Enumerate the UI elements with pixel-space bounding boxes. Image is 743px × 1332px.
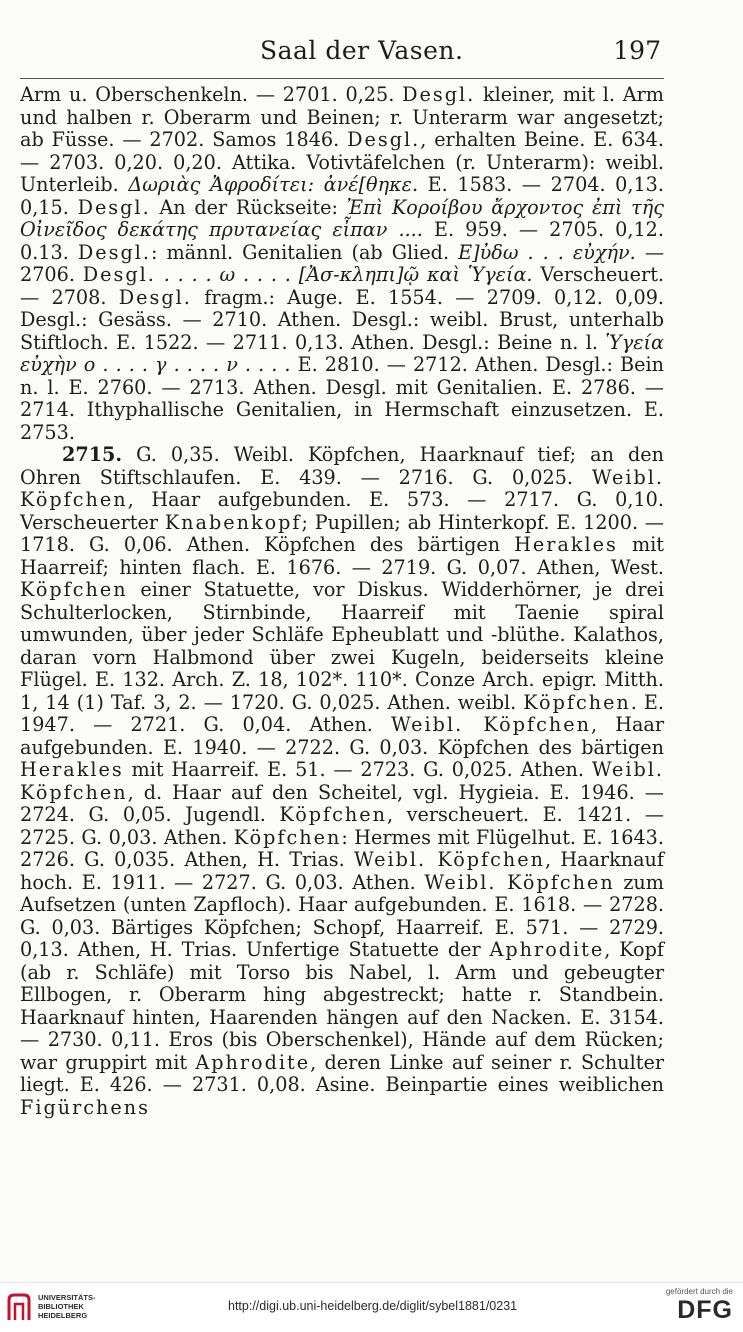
catalogue-paragraph-2: [20, 444, 664, 1119]
spaced-emphasis: Weibl. Köpfchen: [20, 465, 664, 511]
text-run: kleiner, mit l. Arm und halben r. Oberarm und Beinen; r. Unterarm war angesetzt; ab Füsse. — 2702. Samos 1846.: [20, 83, 664, 151]
library-name: [38, 1293, 96, 1320]
dfg-mark-icon: DFG: [677, 1296, 733, 1324]
text-run: : Hermes mit Flügelhut. E. 1643. 2726. G. 0,035. Athen, H. Trias.: [20, 825, 664, 871]
text-run: fragm.: Auge. E. 1554. — 2709. 0,12. 0,09. Desgl.: Gesäss. — 2710. Athen. Desgl.: weibl. Brust, unterhalb Stiftloch. E. 1522. — 2711. 0,13. Athen. Desgl.: Beine n. l.: [20, 285, 664, 354]
spaced-emphasis: Aphrodite: [489, 938, 605, 961]
spaced-emphasis: Desgl.: [402, 83, 476, 106]
spaced-emphasis: Desgl.: [347, 128, 421, 151]
greek-inscription: Ἐπὶ Κοροίβου ἄρχοντος ἐπὶ τῆς Οἰνεῖδος δεκάτης πρυτανείας εἶπαν ....: [20, 195, 664, 241]
spaced-emphasis: Desgl.: [77, 240, 151, 264]
text-run: [156, 263, 164, 286]
spaced-emphasis: Desgl.: [82, 263, 156, 286]
text-run: , Kopf (ab r. Schläfe) mit Torso bis Nabel, l. Arm und gebeugter Ellbogen, r. Oberarm hing abgestreckt; hatte r. Standbein. Haarknauf hinten, Haarenden hängen auf den Nacken. E. 3154. — 2730. 0,11. Eros (bis Oberschenkel), Hände auf dem Rücken; war gruppirt mit: [20, 938, 664, 1074]
text-run: E. 959. — 2705. 0,12. 0.13.: [20, 218, 664, 264]
spaced-emphasis: Köpfchen: [523, 690, 631, 714]
spaced-emphasis: Weibl. Köpfchen: [424, 870, 615, 894]
greek-inscription: Ὑγεία εὐχὴν ο . . . . γ . . . . ν . . . .: [20, 330, 664, 376]
text-run: , Haar aufgebunden. E. 1940. — 2722. G. 0,03. Köpfchen des bärtigen: [20, 713, 665, 759]
spaced-emphasis: Köpfchen: [20, 578, 128, 601]
spaced-emphasis: Weibl. Köpfchen: [20, 758, 664, 804]
text-run: Arm u. Oberschenkeln. — 2701. 0,25.: [20, 83, 403, 106]
spaced-emphasis: Desgl.: [77, 195, 151, 219]
source-url-link[interactable]: http://digi.ub.uni-heidelberg.de/diglit/sybel1881/0231: [228, 1299, 518, 1313]
text-run: Verscheuert. — 2708.: [20, 263, 665, 309]
catalogue-text: [20, 84, 664, 1119]
text-run: mit Haarreif; hinten flach. E. 1676. — 2719. G. 0,07. Athen, West.: [20, 533, 664, 579]
spaced-emphasis: Aphrodite: [195, 1050, 311, 1074]
spaced-emphasis: Desgl.: [118, 285, 192, 309]
library-name-line: UNIVERSITÄTS-: [38, 1293, 96, 1302]
text-run: , Haarknauf hoch. E. 1911. — 2727. G. 0,03. Athen.: [20, 848, 664, 894]
text-run: , verscheuert. E. 1421. — 2725. G. 0,03. Athen.: [20, 803, 664, 849]
running-header: [20, 36, 661, 70]
page-number: 197: [613, 36, 661, 65]
greek-inscription: E]ὐδω . . . εὐχήν.: [458, 240, 636, 264]
text-run: , Haar aufgebunden. E. 573. — 2717. G. 0,10. Verscheuerter: [20, 488, 664, 534]
text-run: , d. Haar auf den Scheitel, vgl. Hygieia. E. 1946. — 2724. G. 0,05. Jugendl.: [20, 780, 664, 826]
funder-caption: gefördert durch die: [665, 1287, 733, 1296]
library-name-line: HEIDELBERG: [38, 1311, 88, 1320]
spaced-emphasis: Herakles: [20, 758, 124, 781]
text-run: ; Pupillen; ab Hinterkopf. E. 1200. — 1718. G. 0,06. Athen. Köpfchen des bärtigen: [20, 510, 664, 556]
text-run: einer Statuette, vor Diskus. Widderhörner, je drei Schulterlocken, Stirnbinde, Haarreif mit Taenie spiral umwunden, über jeder Schläfe Epheublatt und -blüthe. Kalathos, daran vorn Halbmond über zwei Kugeln, beiderseits kleine Flügel. E. 132. Arch. Z. 18, 102*. 110*. Conze Arch. epigr. Mitth. 1, 14 (1) Taf. 3, 2. — 1720. G. 0,025. Athen. weibl.: [20, 578, 664, 714]
library-name-line: BIBLIOTHEK: [38, 1302, 84, 1311]
text-run: G. 0,35. Weibl. Köpfchen, Haarknauf tief; an den Ohren Stiftschlaufen. E. 439. — 2716. G. 0,025.: [20, 443, 664, 489]
spaced-emphasis: Köpfchen: [279, 803, 387, 826]
greek-inscription: . . . . ω . . . . [Ἀσ-κληπι]ῷ καὶ Ὑγεία.: [163, 263, 533, 286]
running-title: Saal der Vasen.: [260, 36, 464, 65]
text-run: : männl. Genitalien (ab Glied.: [150, 240, 459, 264]
text-run: E. 1583. — 2704. 0,13. 0,15.: [20, 173, 664, 219]
text-run: — 2706.: [20, 240, 665, 286]
text-run: E. 2810. — 2712. Athen. Desgl.: Bein n. l. E. 2760. — 2713. Athen. Desgl. mit Genitalien. E. 2786. — 2714. Ithyphallische Genitalien, in Hermschaft einzusetzen. E. 2753.: [20, 353, 665, 444]
catalogue-paragraph-1: [20, 84, 664, 444]
spaced-emphasis: Knabenkopf: [164, 510, 302, 534]
spaced-emphasis: Weibl. Köpfchen: [391, 713, 591, 736]
text-run: An der Rückseite:: [150, 195, 347, 219]
digitization-footer: [0, 1282, 743, 1332]
greek-inscription: Δωριὰς Ἀφροδίτει: ἀνέ[θηκε.: [128, 173, 419, 196]
text-run: mit Haarreif. E. 51. — 2723. G. 0,025. Athen.: [123, 758, 592, 781]
entry-number: 2715.: [62, 443, 123, 466]
university-library-logo-icon: [6, 1292, 32, 1322]
spaced-emphasis: Figürchens: [20, 1095, 150, 1119]
text-run: zum Aufsetzen (unten Zapfloch). Haar aufgebunden. E. 1618. — 2728. G. 0,03. Bärtiges Köpfchen; Schopf, Haarreif. E. 571. — 2729. 0,13. Athen, H. Trias. Unfertige Statuette der: [20, 870, 664, 961]
spaced-emphasis: Herakles: [514, 533, 618, 556]
library-logo[interactable]: [6, 1290, 126, 1326]
spaced-emphasis: Köpfchen: [233, 825, 342, 849]
text-run: , erhalten Beine. E. 634. — 2703. 0,20. 0,20. Attika. Votivtäfelchen (r. Unterarm): weibl. Unterleib.: [20, 128, 664, 196]
text-run: , deren Linke auf seiner r. Schulter liegt. E. 426. — 2731. 0,08. Asine. Beinpartie eines weiblichen: [20, 1050, 664, 1096]
spaced-emphasis: Weibl. Köpfchen: [353, 848, 545, 871]
header-rule: [20, 78, 664, 79]
text-run: . E. 1947. — 2721. G. 0,04. Athen.: [20, 690, 664, 736]
dfg-logo[interactable]: [643, 1287, 733, 1324]
